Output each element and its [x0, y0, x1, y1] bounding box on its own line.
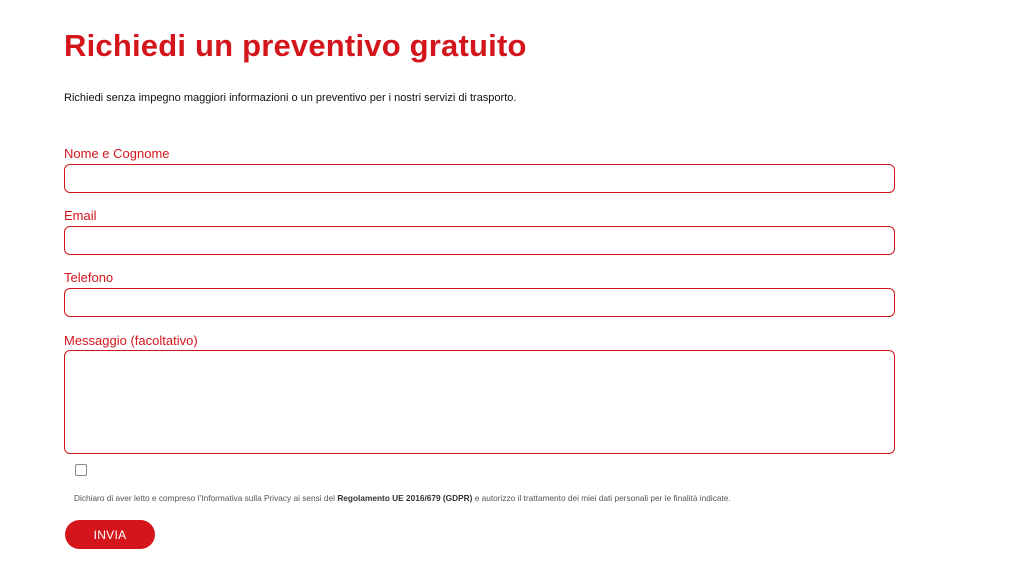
- phone-input[interactable]: [64, 288, 895, 317]
- intro-text: Richiedi senza impegno maggiori informazioni o un preventivo per i nostri servizi di trasporto.: [64, 92, 517, 104]
- privacy-consent-text: [74, 493, 731, 503]
- phone-label: Telefono: [64, 270, 114, 285]
- consent-text-after: e autorizzo il trattamento dei miei dati personali per le finalità indicate.: [472, 493, 731, 503]
- name-label: Nome e Cognome: [64, 146, 170, 161]
- consent-text-before: Dichiaro di aver letto e compreso l’Informativa sulla Privacy ai sensi del: [74, 493, 338, 503]
- gdpr-reference: Regolamento UE 2016/679 (GDPR): [337, 493, 473, 503]
- privacy-consent-checkbox[interactable]: [75, 464, 87, 476]
- submit-button[interactable]: INVIA: [65, 520, 155, 549]
- email-label: Email: [64, 208, 97, 223]
- name-input[interactable]: [64, 164, 895, 193]
- message-label: Messaggio (facoltativo): [64, 333, 198, 348]
- email-input[interactable]: [64, 226, 895, 255]
- message-textarea[interactable]: [64, 350, 895, 454]
- page-title: Richiedi un preventivo gratuito: [64, 28, 527, 63]
